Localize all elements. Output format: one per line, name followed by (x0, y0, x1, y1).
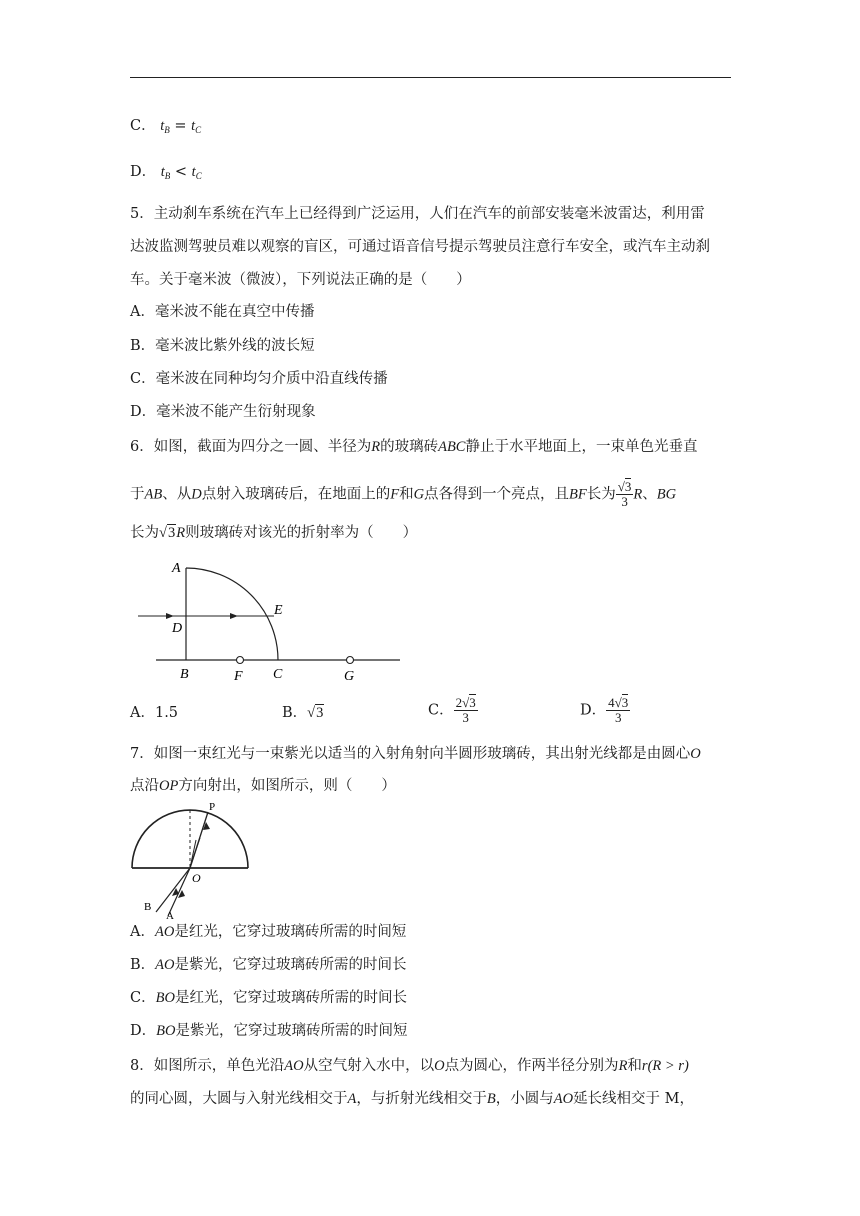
q4-option-c: C． $t_B = t_C$ (130, 118, 202, 135)
arrow-head-2 (230, 613, 238, 619)
q7-option-a: A．AO是红光，它穿过玻璃砖所需的时间短 (130, 924, 407, 940)
q4-option-d: D． $t_B < t_C$ (130, 164, 202, 181)
label-e: E (274, 603, 283, 618)
q5-option-b: B．毫米波比紫外线的波长短 (130, 338, 315, 354)
q8-stem-line1: 8．如图所示，单色光沿AO从空气射入水中，以O点为圆心，作两半径分别为R和r(R > r) (130, 1058, 689, 1074)
q8-stem-line2: 的同心圆，大圆与入射光线相交于A，与折射光线相交于B，小圆与AO延长线相交于 M， (130, 1091, 695, 1107)
q5-option-d: D．毫米波不能产生衍射现象 (130, 404, 316, 420)
q7-option-d: D．BO是紫光，它穿过玻璃砖所需的时间短 (130, 1023, 408, 1039)
q6-option-d: D． $\frac{4√3}{3}$ (580, 695, 629, 725)
q5-stem-line1: 5．主动刹车系统在汽车上已经得到广泛运用，人们在汽车的前部安装毫米波雷达，利用雷 (130, 206, 705, 222)
label-a: A (172, 561, 181, 576)
label-g: G (344, 669, 355, 684)
label-a: A (166, 910, 174, 920)
q6-stem-line1: 6．如图，截面为四分之一圆、半径为R的玻璃砖ABC静止于水平地面上，一束单色光垂直 (130, 439, 698, 455)
q6-stem-line2: 于AB、从D点射入玻璃砖后，在地面上的F和G点各得到一个亮点，且BF长为 $\frac{√3}{3}$ R、BG (130, 479, 677, 509)
point-g (347, 657, 354, 664)
q6-figure-quarter-circle (128, 556, 406, 684)
q5-stem-line3: 车。关于毫米波（微波），下列说法正确的是（ ） (130, 272, 471, 288)
q7-figure-semicircle (128, 800, 254, 920)
q5-option-a: A．毫米波不能在真空中传播 (130, 304, 315, 320)
sqrt3-over-3-fraction: $\frac{√3}{3}$ (617, 479, 632, 509)
label-d: D (172, 621, 183, 636)
label-b: B (180, 667, 189, 682)
q6-option-b: B．√3 (282, 705, 324, 721)
label-o: O (192, 871, 201, 885)
label-c: C (273, 667, 283, 682)
point-f (237, 657, 244, 664)
q6-stem-line3: 长为√3R则玻璃砖对该光的折射率为（ ） (130, 525, 418, 541)
label-f: F (234, 669, 243, 684)
q5-option-c: C．毫米波在同种均匀介质中沿直线传播 (130, 371, 388, 387)
q7-stem-line2: 点沿OP方向射出，如图所示，则（ ） (130, 778, 396, 794)
q6-option-c: C． $\frac{2√3}{3}$ (428, 695, 476, 725)
q5-stem-line2: 达波监测驾驶员难以观察的盲区，可通过语音信号提示驾驶员注意行车安全，或汽车主动刹 (130, 239, 710, 255)
q7-stem-line1: 7．如图一束红光与一束紫光以适当的入射角射向半圆形玻璃砖，其出射光线都是由圆心O (130, 746, 701, 762)
q6-option-a: A．1.5 (130, 705, 179, 721)
label-p: P (209, 801, 216, 813)
q7-option-c: C．BO是红光，它穿过玻璃砖所需的时间长 (130, 990, 407, 1006)
label-b: B (144, 901, 152, 913)
arrow-head-1 (166, 613, 174, 619)
top-rule (130, 77, 731, 78)
q7-option-b: B．AO是紫光，它穿过玻璃砖所需的时间长 (130, 957, 407, 973)
